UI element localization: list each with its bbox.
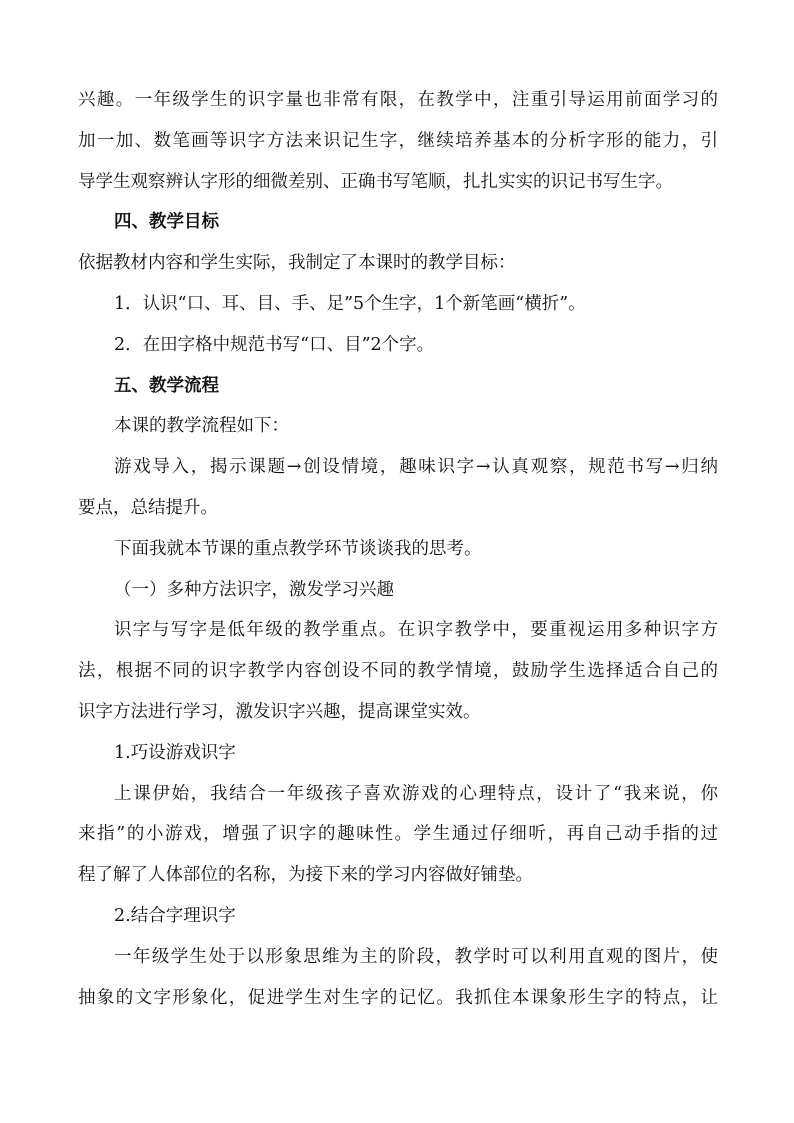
section-heading-teaching-process: 五、教学流程 xyxy=(114,375,219,396)
paragraph-line-key-steps: 下面我就本节课的重点教学环节谈谈我的思考。 xyxy=(114,538,482,559)
subsection-heading-1: （一）多种方法识字，激发学习兴趣 xyxy=(114,579,394,600)
section-heading-teaching-goals: 四、教学目标 xyxy=(114,212,219,233)
subsection-heading-game: 1.巧设游戏识字 xyxy=(114,742,236,763)
paragraph-line-game-3: 程了解了人体部位的名称，为接下来的学习内容做好铺垫。 xyxy=(78,865,533,886)
goal-item-1: 1．认识“口、耳、目、手、足”5个生字，1个新笔画“横折”。 xyxy=(114,293,586,314)
paragraph-line-3: 导学生观察辨认字形的细微差别、正确书写笔顺，扎扎实实的识记书写生字。 xyxy=(78,171,673,192)
paragraph-line-process-flow-1: 游戏导入，揭示课题→创设情境，趣味识字→认真观察，规范书写→归纳 xyxy=(114,457,718,478)
paragraph-line-process-flow-2: 要点，总结提升。 xyxy=(78,497,218,518)
paragraph-line-game-1: 上课伊始，我结合一年级孩子喜欢游戏的心理特点，设计了“我来说，你 xyxy=(114,783,718,804)
paragraph-line-game-2: 来指”的小游戏，增强了识字的趣味性。学生通过仔细听，再自己动手指的过 xyxy=(78,824,718,845)
paragraph-line-literacy-1: 识字与写字是低年级的教学重点。在识字教学中，要重视运用多种识字方 xyxy=(114,620,718,641)
paragraph-line-literacy-3: 识字方法进行学习，激发识字兴趣，提高课堂实效。 xyxy=(78,701,481,722)
paragraph-line-logic-1: 一年级学生处于以形象思维为主的阶段，教学时可以利用直观的图片，使 xyxy=(114,946,718,967)
goal-item-2: 2．在田字格中规范书写“口、目”2个字。 xyxy=(114,334,435,355)
paragraph-line-goals-intro: 依据教材内容和学生实际，我制定了本课时的教学目标： xyxy=(78,253,516,274)
subsection-heading-character-logic: 2.结合字理识字 xyxy=(114,905,236,926)
paragraph-line-literacy-2: 法，根据不同的识字教学内容创设不同的教学情境，鼓励学生选择适合自己的 xyxy=(78,661,718,682)
document-page xyxy=(78,80,718,1018)
paragraph-line-1: 兴趣。一年级学生的识字量也非常有限，在教学中，注重引导运用前面学习的 xyxy=(78,90,718,110)
paragraph-line-2: 加一加、数笔画等识字方法来识记生字，继续培养基本的分析字形的能力，引 xyxy=(78,130,718,151)
paragraph-line-logic-2: 抽象的文字形象化，促进学生对生字的记忆。我抓住本课象形生字的特点，让 xyxy=(78,987,718,1008)
paragraph-line-process-intro: 本课的教学流程如下： xyxy=(114,416,289,437)
